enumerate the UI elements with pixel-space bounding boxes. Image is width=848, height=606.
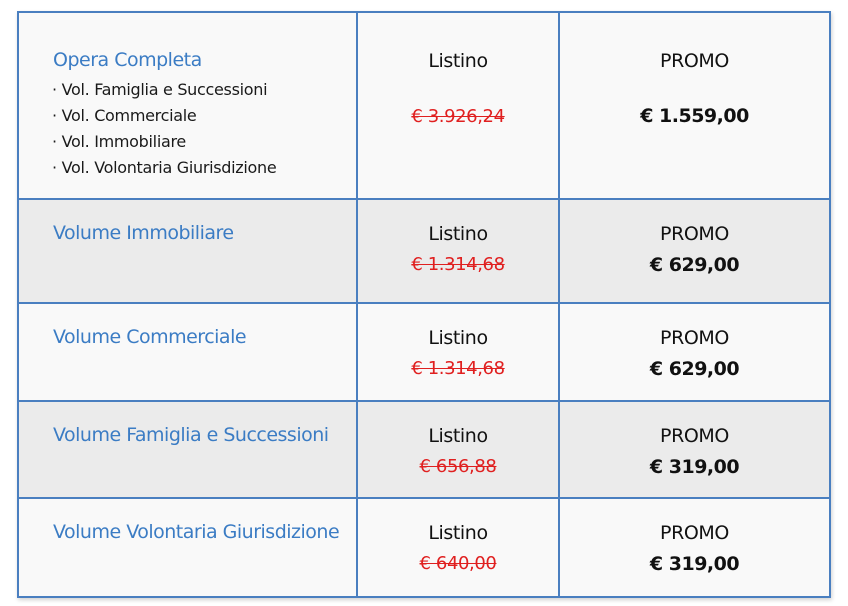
promo-label: PROMO (660, 50, 729, 72)
promo-price: € 1.559,00 (640, 105, 749, 127)
promo-cell (559, 303, 830, 401)
promo-price: € 629,00 (649, 254, 740, 276)
promo-label: PROMO (660, 425, 729, 447)
promo-label: PROMO (660, 223, 729, 245)
product-cell (18, 199, 357, 303)
list-item: · Vol. Famiglia e Successioni (52, 77, 356, 103)
list-item: · Vol. Immobiliare (52, 129, 356, 155)
listino-label: Listino (428, 50, 488, 72)
listino-price: € 1.314,68 (411, 358, 505, 379)
promo-cell (559, 498, 830, 597)
product-cell (18, 303, 357, 401)
list-item: · Vol. Commerciale (52, 103, 356, 129)
promo-label: PROMO (660, 327, 729, 349)
promo-label: PROMO (660, 522, 729, 544)
listino-price: € 656,88 (419, 456, 497, 477)
promo-price: € 319,00 (649, 553, 740, 575)
product-cell (18, 401, 357, 498)
listino-cell (357, 199, 559, 303)
listino-label: Listino (428, 522, 488, 544)
listino-label: Listino (428, 327, 488, 349)
listino-cell (357, 12, 559, 199)
product-title: Volume Commerciale (53, 326, 247, 348)
table-row-volume-commerciale (18, 303, 830, 401)
listino-price: € 3.926,24 (411, 106, 505, 127)
promo-cell (559, 199, 830, 303)
product-cell (18, 498, 357, 597)
promo-price: € 319,00 (649, 456, 740, 478)
table-row-volume-volontaria (18, 498, 830, 597)
price-table (17, 11, 831, 598)
promo-cell (559, 401, 830, 498)
product-title: Opera Completa (53, 49, 202, 71)
table-row-opera-completa (18, 12, 830, 199)
listino-cell (357, 498, 559, 597)
list-item: · Vol. Volontaria Giurisdizione (52, 155, 356, 181)
included-volumes-list (19, 77, 356, 181)
promo-price: € 629,00 (649, 358, 740, 380)
product-cell (18, 12, 357, 199)
listino-cell (357, 303, 559, 401)
table-row-volume-famiglia (18, 401, 830, 498)
promo-cell (559, 12, 830, 199)
listino-cell (357, 401, 559, 498)
listino-label: Listino (428, 223, 488, 245)
product-title: Volume Immobiliare (53, 222, 234, 244)
product-title: Volume Famiglia e Successioni (53, 424, 329, 446)
listino-price: € 640,00 (419, 553, 497, 574)
listino-label: Listino (428, 425, 488, 447)
table-row-volume-immobiliare (18, 199, 830, 303)
product-title: Volume Volontaria Giurisdizione (53, 521, 340, 543)
listino-price: € 1.314,68 (411, 254, 505, 275)
